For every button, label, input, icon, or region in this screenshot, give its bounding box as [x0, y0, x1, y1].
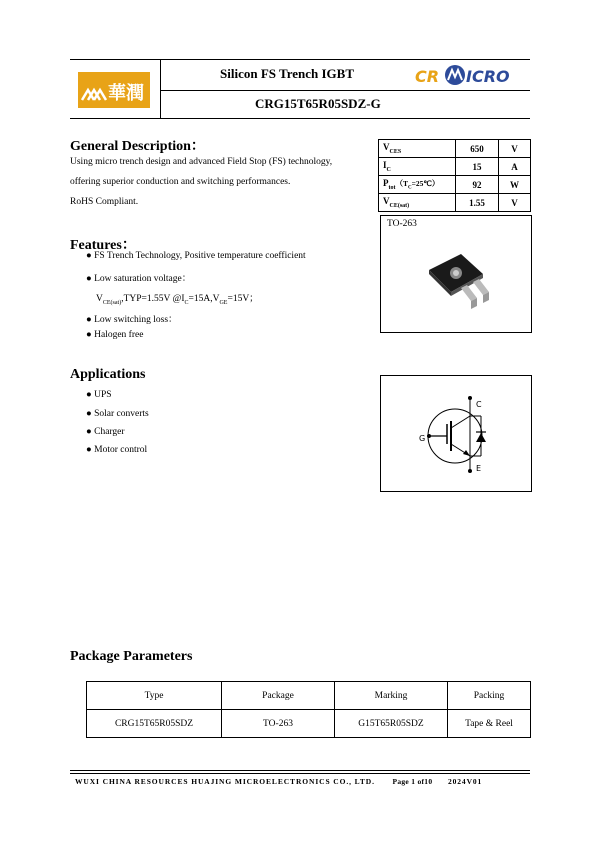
table-cell: G15T65R05SDZ	[335, 710, 448, 738]
application-item: ● Solar converts	[86, 409, 149, 419]
spec-value: 650	[456, 140, 499, 158]
footer-rule	[70, 770, 530, 771]
spec-unit: A	[499, 158, 531, 176]
document-header	[70, 59, 530, 119]
header-title: Silicon FS Trench IGBT	[220, 66, 355, 81]
header-divider-horizontal	[160, 90, 530, 91]
spec-symbol: $I_C$	[379, 158, 456, 176]
feature-item: ● Low switching loss：	[86, 315, 178, 325]
feature-item: ● FS Trench Technology, Positive temperature coefficient	[86, 251, 306, 261]
footer-company: WUXI CHINA RESOURCES HUAJING MICROELECTRONICS CO., LTD.	[75, 777, 375, 786]
package-parameters-heading: Package Parameters	[70, 649, 193, 664]
spec-unit: W	[499, 176, 531, 194]
package-image-box	[380, 215, 532, 333]
package-parameters-table	[86, 681, 531, 738]
table-cell: TO-263	[222, 710, 335, 738]
spec-value: 15	[456, 158, 499, 176]
spec-row-vcesat	[379, 194, 531, 212]
footer-rule	[70, 773, 530, 774]
key-spec-table	[378, 139, 531, 212]
table-header-cell: Packing	[448, 682, 531, 710]
footer-page: Page 1 of10	[392, 777, 433, 786]
features-heading: Features：	[70, 238, 136, 253]
logo-left-text: 華潤	[108, 83, 144, 104]
page-footer	[75, 777, 482, 786]
crmicro-logo	[415, 63, 515, 87]
table-header-cell: Marking	[335, 682, 448, 710]
igbt-circuit-symbol	[381, 376, 531, 491]
description-line-1: Using micro trench design and advanced Field Stop (FS) technology,	[70, 157, 333, 167]
table-row	[87, 710, 531, 738]
header-divider-vertical	[160, 60, 161, 118]
spec-row-vces	[379, 140, 531, 158]
spec-value: 92	[456, 176, 499, 194]
pin-c-label: C	[476, 400, 482, 409]
pin-g-label: G	[419, 434, 426, 443]
pin-e-label: E	[476, 464, 482, 473]
svg-text:ICRO: ICRO	[466, 67, 510, 86]
feature-item: ● Halogen free	[86, 330, 144, 340]
table-header-row	[87, 682, 531, 710]
spec-unit: V	[499, 194, 531, 212]
table-header-cell: Type	[87, 682, 222, 710]
to263-package-icon	[421, 238, 501, 318]
package-label: TO-263	[387, 219, 417, 229]
vce-sat-condition-line: $V_{CE(sat)},TYP=1.55V$ $@I_C=15A,V_{GE}=15V$；	[96, 294, 259, 306]
svg-text:CR: CR	[415, 67, 440, 86]
applications-heading: Applications	[70, 367, 146, 382]
huajing-logo	[78, 72, 150, 108]
spec-symbol: $V_{CE(sat)}$	[379, 194, 456, 212]
spec-symbol: $P_{tot}(T_C=25℃)$	[379, 176, 456, 194]
application-item: ● UPS	[86, 390, 112, 400]
description-line-3: RoHS Compliant.	[70, 197, 139, 207]
application-item: ● Charger	[86, 427, 125, 437]
spec-row-ic	[379, 158, 531, 176]
table-header-cell: Package	[222, 682, 335, 710]
application-item: ● Motor control	[86, 445, 148, 455]
feature-item: ● Low saturation voltage：	[86, 274, 192, 284]
footer-version: 2024V01	[447, 777, 483, 786]
table-cell: Tape & Reel	[448, 710, 531, 738]
table-cell: CRG15T65R05SDZ	[87, 710, 222, 738]
spec-symbol: $V_{CES}$	[379, 140, 456, 158]
spec-value: 1.55	[456, 194, 499, 212]
description-line-2: offering superior conduction and switching performances.	[70, 177, 291, 187]
part-number: CRG15T65R05SDZ-G	[255, 96, 381, 111]
spec-unit: V	[499, 140, 531, 158]
igbt-symbol-box	[380, 375, 532, 492]
spec-row-ptot	[379, 176, 531, 194]
general-description-heading: General Description：	[70, 139, 205, 154]
